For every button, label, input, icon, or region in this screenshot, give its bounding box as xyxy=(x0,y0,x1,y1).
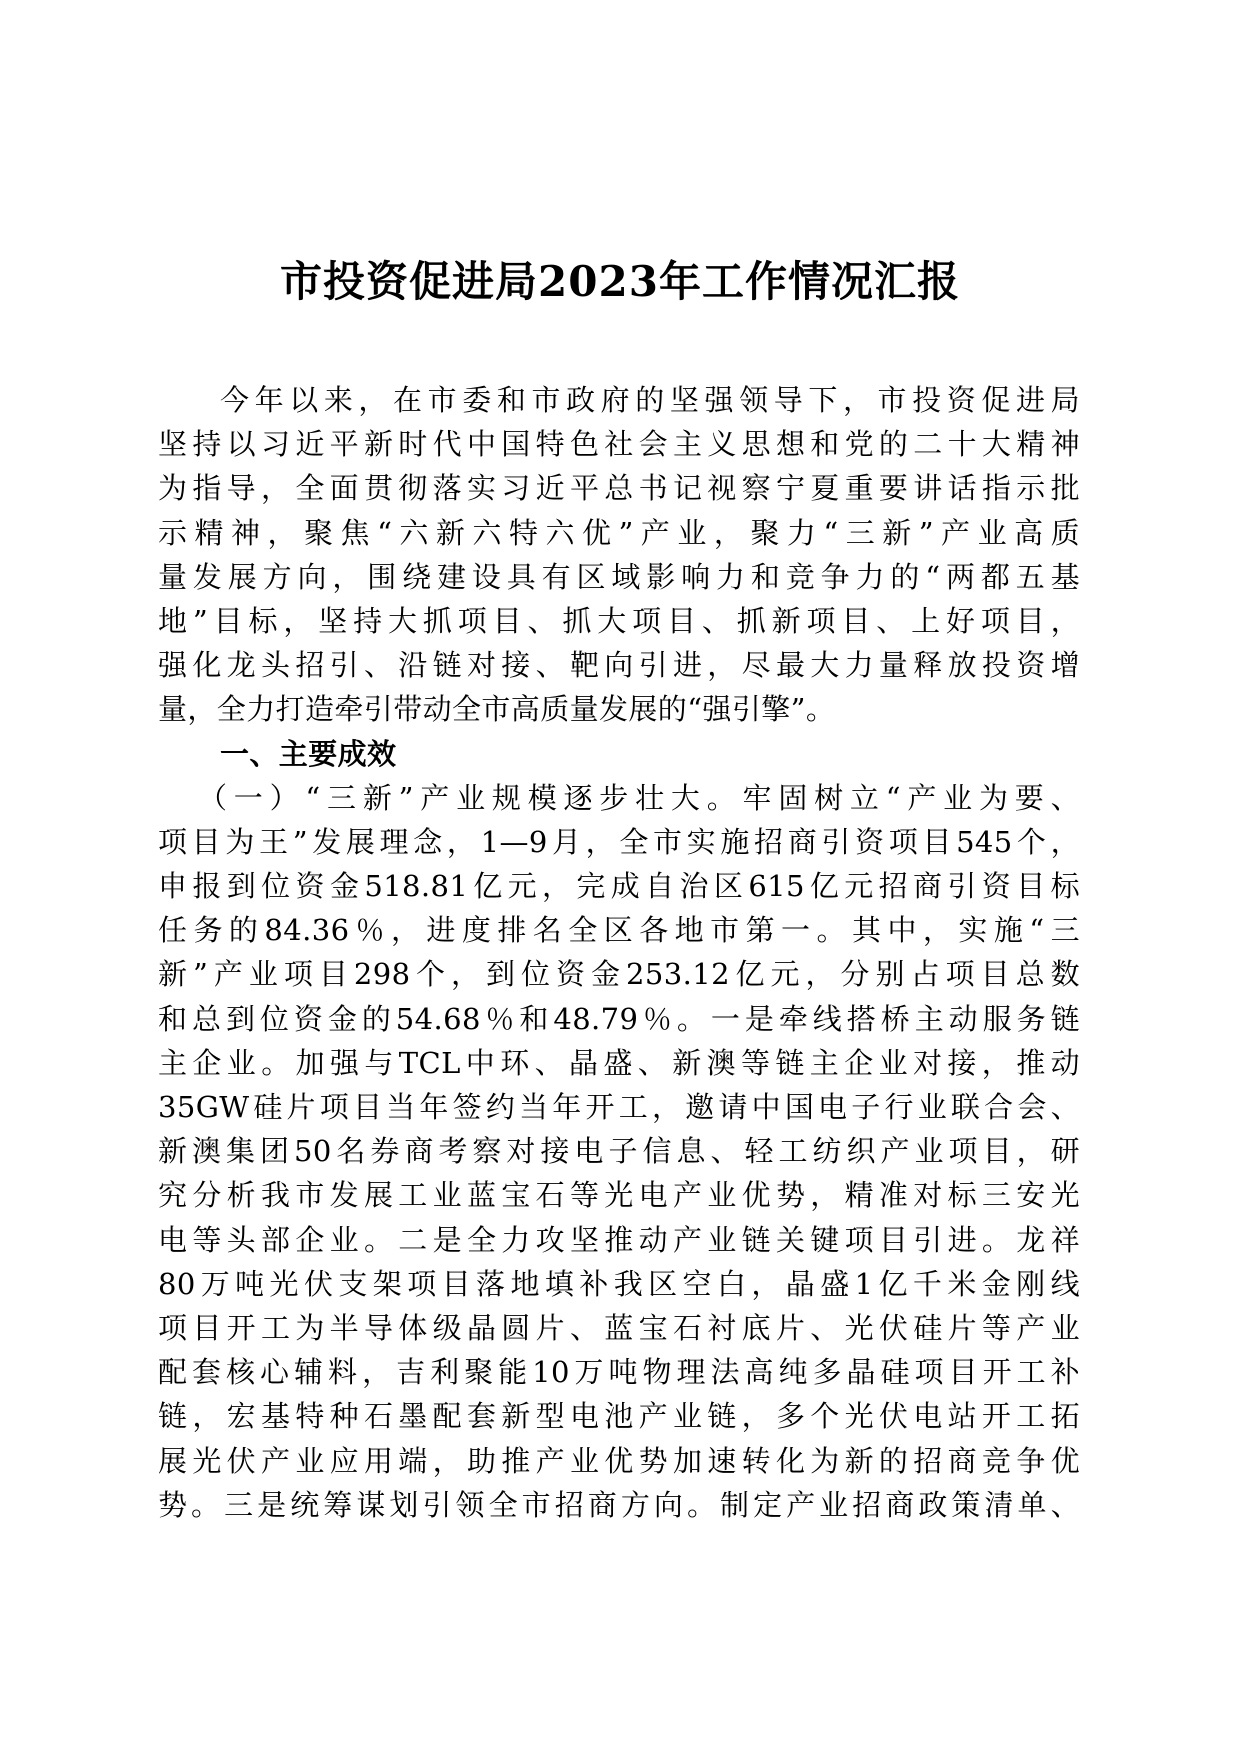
paragraph-line: 主企业。加强与TCL中环、晶盛、新澳等链主企业对接，推动 xyxy=(158,1045,1080,1080)
paragraph-line: 为指导，全面贯彻落实习近平总书记视察宁夏重要讲话指示批 xyxy=(158,471,1080,506)
paragraph-line: 项目为王”发展理念，1—9月，全市实施招商引资项目545个， xyxy=(158,824,1080,859)
paragraph-line: 项目开工为半导体级晶圆片、蓝宝石衬底片、光伏硅片等产业 xyxy=(158,1310,1080,1345)
paragraph-line: 强化龙头招引、沿链对接、靶向引进，尽最大力量释放投资增 xyxy=(158,648,1080,683)
paragraph-line: 究分析我市发展工业蓝宝石等光电产业优势，精准对标三安光 xyxy=(158,1178,1080,1213)
paragraph-line: 量发展方向，围绕建设具有区域影响力和竞争力的“两都五基 xyxy=(158,559,1080,594)
document-body xyxy=(158,378,1080,1527)
paragraph-line: 电等头部企业。二是全力攻坚推动产业链关键项目引进。龙祥 xyxy=(158,1222,1080,1257)
paragraph-line: 展光伏产业应用端，助推产业优势加速转化为新的招商竞争优 xyxy=(158,1443,1080,1478)
paragraph-line: 今年以来，在市委和市政府的坚强领导下，市投资促进局 xyxy=(220,383,1080,417)
paragraph-line: 示精神，聚焦“六新六特六优”产业，聚力“三新”产业高质 xyxy=(158,515,1080,550)
paragraph-line: 势。三是统筹谋划引领全市招商方向。制定产业招商政策清单、 xyxy=(158,1487,1080,1522)
paragraph-line: 80万吨光伏支架项目落地填补我区空白，晶盛1亿千米金刚线 xyxy=(158,1266,1080,1301)
paragraph-line: 坚持以习近平新时代中国特色社会主义思想和党的二十大精神 xyxy=(158,427,1080,462)
document-title: 市投资促进局2023年工作情况汇报 xyxy=(280,257,960,306)
paragraph-line: 申报到位资金518.81亿元，完成自治区615亿元招商引资目标 xyxy=(158,869,1080,904)
paragraph-line: 配套核心辅料，吉利聚能10万吨物理法高纯多晶硅项目开工补 xyxy=(158,1355,1080,1390)
paragraph-line: 地”目标，坚持大抓项目、抓大项目、抓新项目、上好项目， xyxy=(158,603,1080,638)
paragraph-line: 新”产业项目298个，到位资金253.12亿元，分别占项目总数 xyxy=(158,957,1080,992)
section-heading: 一、主要成效 xyxy=(220,736,397,771)
paragraph-line: 任务的84.36％，进度排名全区各地市第一。其中，实施“三 xyxy=(158,913,1080,948)
paragraph-line: 和总到位资金的54.68％和48.79％。一是牵线搭桥主动服务链 xyxy=(158,1001,1080,1036)
paragraph-line: 链，宏基特种石墨配套新型电池产业链，多个光伏电站开工拓 xyxy=(158,1399,1080,1434)
paragraph-line: 35GW硅片项目当年签约当年开工，邀请中国电子行业联合会、 xyxy=(158,1090,1080,1124)
paragraph-line: （一）“三新”产业规模逐步壮大。牢固树立“产业为要、 xyxy=(198,780,1080,815)
paragraph-line: 量，全力打造牵引带动全市高质量发展的“强引擎”。 xyxy=(158,692,836,727)
paragraph-line: 新澳集团50名券商考察对接电子信息、轻工纺织产业项目，研 xyxy=(158,1134,1080,1169)
